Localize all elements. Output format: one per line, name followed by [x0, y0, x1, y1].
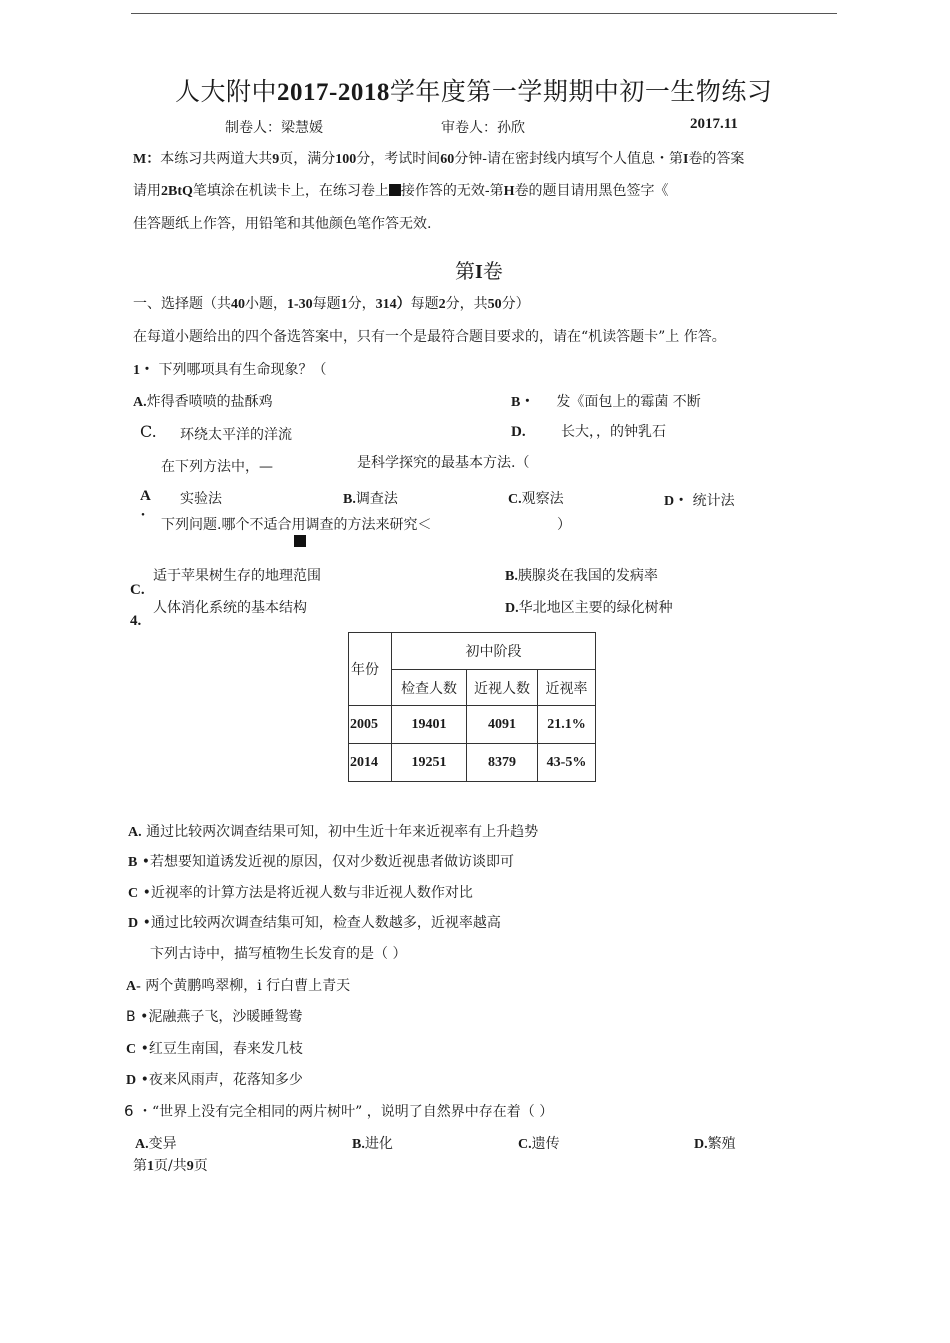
q3-option-c-label: C. [130, 582, 145, 598]
page-title: 人大附中2017-2018学年度第一学期期中初一生物练习 [175, 77, 773, 106]
top-rule [131, 13, 837, 14]
q2-option-d: D・ 统计法 [664, 493, 735, 509]
myopia-table [348, 632, 596, 782]
q6-option-a: A.变异 [135, 1136, 177, 1152]
q4-number: 4. [130, 613, 142, 629]
q3-option-b: B.胰腺炎在我国的发病率 [505, 568, 658, 584]
notice-line-2: 请用2BtQ笔填涂在机读卡上，在练习卷上 接作答的无效-第H卷的题目请用黑色签字《 [133, 183, 669, 199]
q1-option-c: 环绕太平洋的洋流 [180, 427, 292, 443]
table-cell-checked: 19401 [392, 706, 467, 744]
q2-stem-a: 在下列方法中，— [161, 459, 273, 475]
table-cell-rate: 21.1% [538, 706, 596, 744]
reviewer-label: 审卷人：孙欣 [441, 120, 525, 136]
q5-option-d: D •夜来风雨声，花落知多少 [126, 1072, 303, 1088]
table-cell-myopic: 8379 [467, 744, 538, 782]
q6-option-c: C.遗传 [518, 1136, 560, 1152]
q5-option-a: A- 两个黄鹏鸣翠柳，i 行白曹上青天 [126, 978, 351, 994]
page-footer: 第1页/共9页 [133, 1158, 208, 1174]
q6-option-b: B.进化 [352, 1136, 393, 1152]
q2-option-a-label: A [140, 488, 151, 504]
table-header-rate: 近视率 [538, 670, 596, 706]
q2-option-a: 实验法 [180, 491, 222, 507]
question-header: 一、选择题（共40小题，1-30每题1分，314）每题2分，共50分） [133, 296, 530, 312]
table-row [349, 744, 596, 782]
q1-option-d: 长大，，的钟乳石 [561, 424, 666, 440]
redaction-square-icon [294, 535, 306, 547]
table-cell-checked: 19251 [392, 744, 467, 782]
q5-option-b: B •泥融燕子飞，沙暖睡鸳鸯 [126, 1009, 303, 1025]
table-header-myopic: 近视人数 [467, 670, 538, 706]
notice-line-1: M：本练习共两道大共9页，满分100分，考试时间60分钟-请在密封线内填写个人值息・第I卷的答案 [133, 151, 745, 167]
q2-option-c: C.观察法 [508, 491, 564, 507]
q3-stem-end: ） [557, 517, 571, 533]
q1-option-c-label: C. [140, 422, 157, 441]
q1-stem: 1・ 下列哪项具有生命现象？（ [133, 362, 327, 378]
section-title: 第I卷 [455, 259, 503, 283]
notice-line-3: 佳答题纸上作答，用铅笔和其他颜色笔作答无效. [133, 216, 432, 232]
q6-option-d: D.繁殖 [694, 1136, 736, 1152]
table-cell-myopic: 4091 [467, 706, 538, 744]
redaction-square-icon [389, 184, 401, 196]
instruction: 在每道小题给出的四个备选答案中，只有一个是最符合题目要求的，请在“机读答题卡”上 作答。 [133, 329, 726, 345]
table-header-group: 初中阶段 [392, 633, 596, 670]
table-row [349, 706, 596, 744]
table-cell-rate: 43-5% [538, 744, 596, 782]
q4-option-c: C •近视率的计算方法是将近视人数与非近视人数作对比 [128, 885, 473, 901]
table-header-checked: 检查人数 [392, 670, 467, 706]
table-header-year: 年份 [349, 633, 392, 706]
q6-stem: 6 ・“世界上没有完全相同的两片树叶” ，说明了自然界中存在着（ ） [124, 1102, 554, 1120]
q4-option-b: B •若想要知道诱发近视的原因，仅对少数近视患者做访谈即可 [128, 854, 515, 870]
q4-option-a: A. 通过比较两次调查结果可知，初中生近十年来近视率有上升趋势 [128, 824, 539, 840]
q5-stem: 卞列古诗中，描写植物生长发育的是（ ） [150, 946, 407, 962]
table-cell-year: 2005 [349, 706, 392, 744]
q4-option-d: D •通过比较两次调查结集可知，检查人数越多，近视率越高 [128, 915, 501, 931]
q3-stem: 下列问题.哪个不适合用调查的方法来研究＜ [161, 517, 432, 533]
table-cell-year: 2014 [349, 744, 392, 782]
exam-date: 2017.11 [690, 116, 738, 132]
q1-option-a: A.炸得香喷喷的盐酥鸡 [133, 394, 273, 410]
q1-option-b: B・ 发《面包上的霉菌 不断 [511, 394, 701, 410]
q3-option-a: 适于苹果树生存的地理范围 [153, 568, 321, 584]
q2-stem-b: 是科学探究的最基本方法.（ [357, 455, 530, 471]
q2-option-a-dot: ・ [136, 508, 150, 524]
q1-option-d-label: D. [511, 424, 526, 440]
q3-option-c: 人体消化系统的基本结构 [153, 600, 307, 616]
maker-label: 制卷人：梁慧媛 [225, 120, 323, 136]
q3-option-d: D.华北地区主要的绿化树种 [505, 600, 673, 616]
q2-option-b: B.调查法 [343, 491, 398, 507]
q5-option-c: C •红豆生南国，春来发几枝 [126, 1041, 303, 1057]
